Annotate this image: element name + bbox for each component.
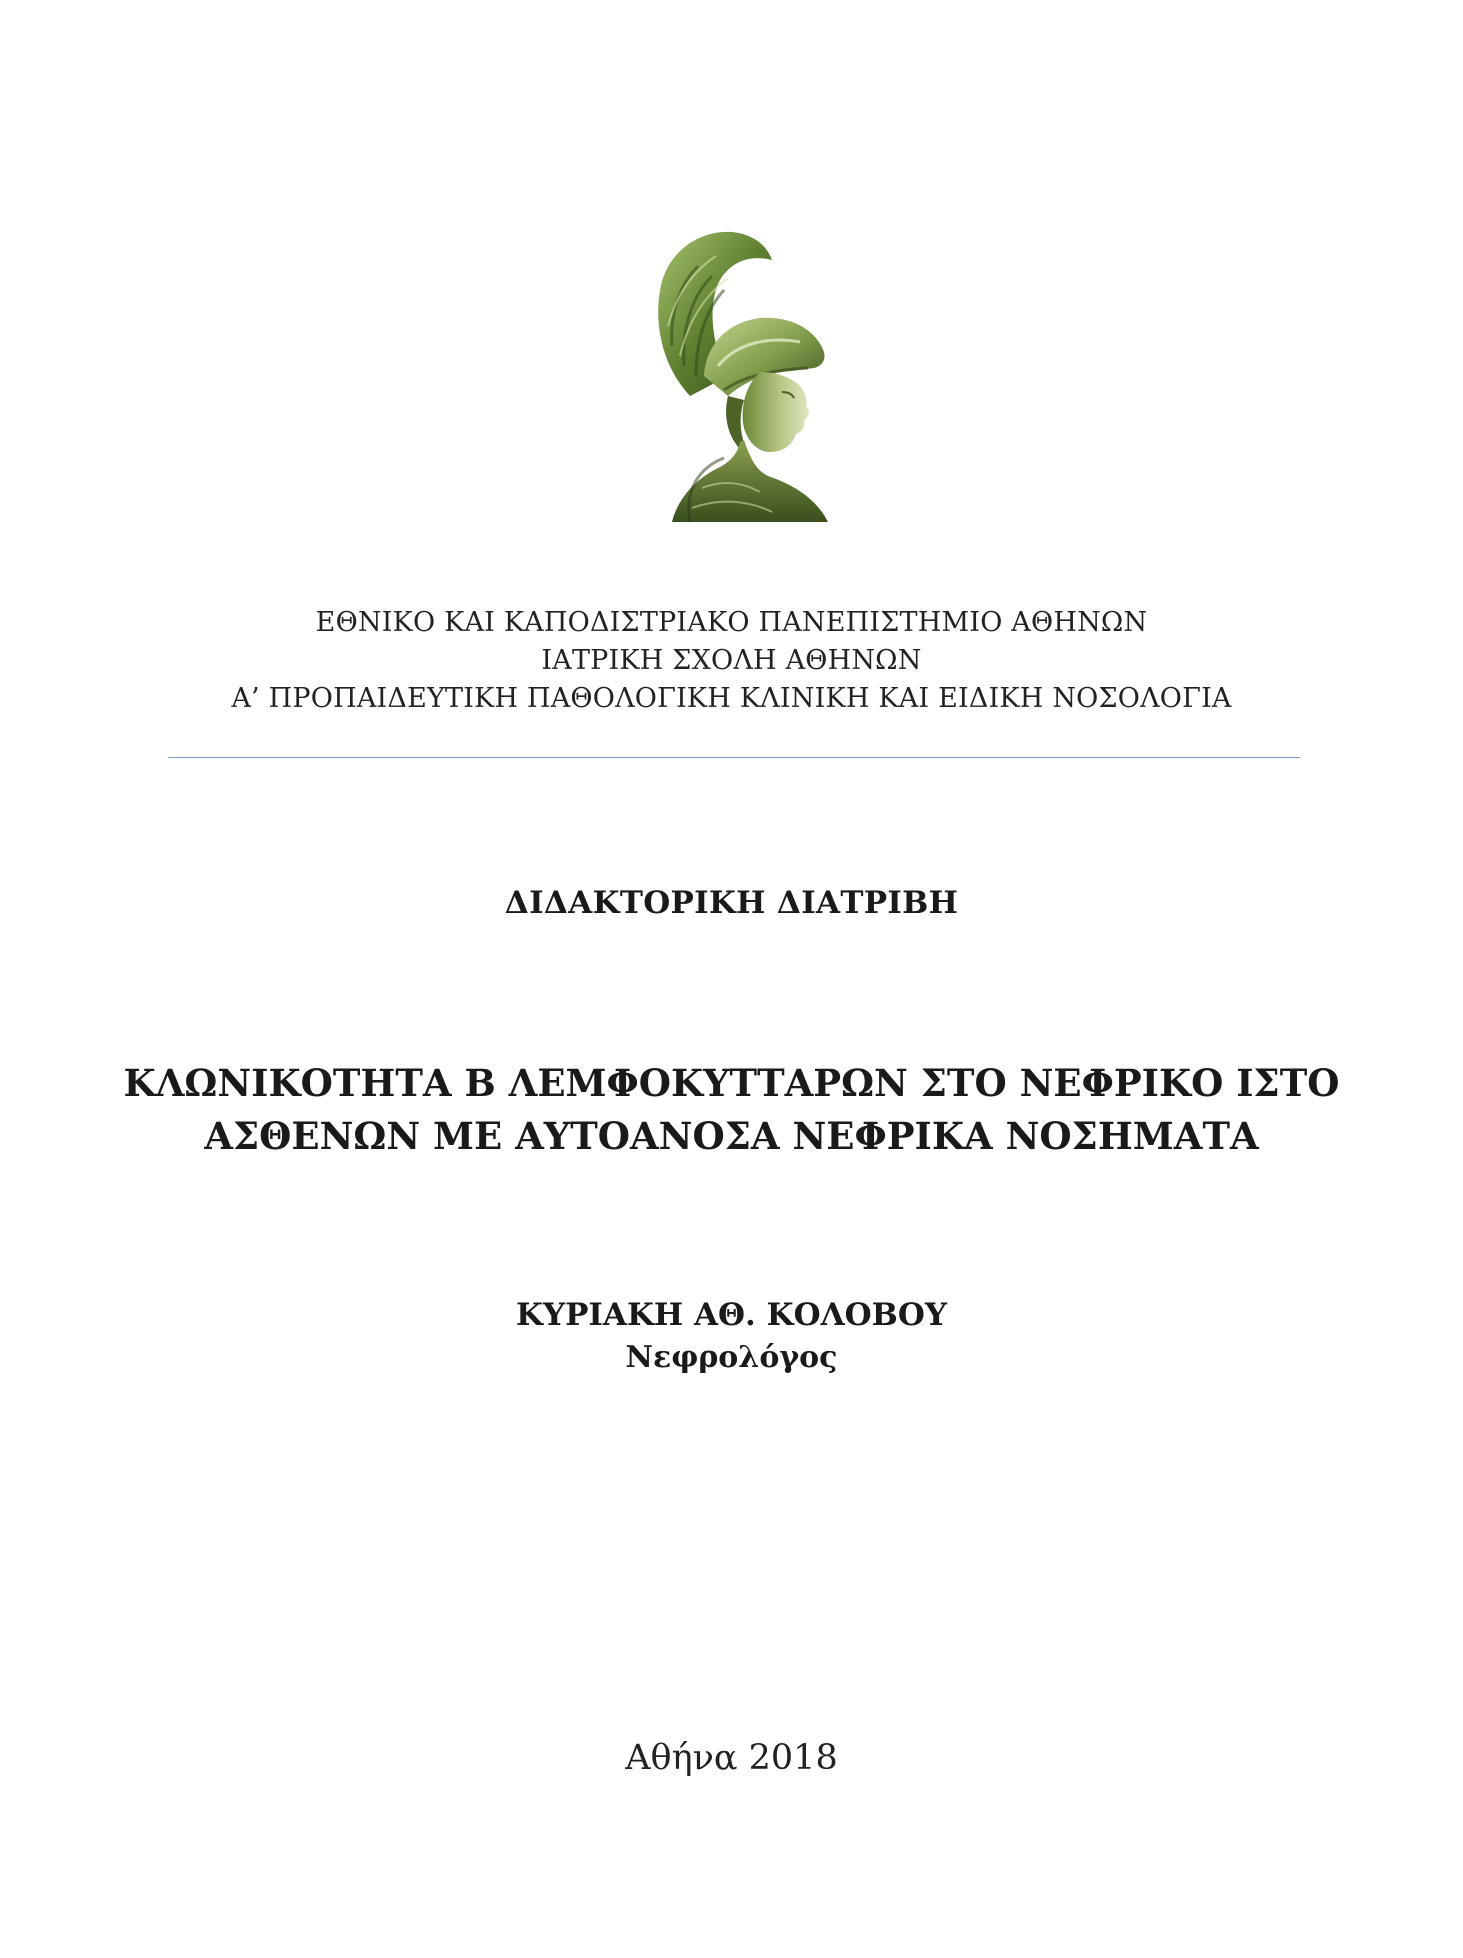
author-block <box>0 1293 1463 1379</box>
place-and-date: Αθήνα 2018 <box>625 1738 838 1778</box>
university-name: ΕΘΝΙΚΟ ΚΑΙ ΚΑΠΟΔΙΣΤΡΙΑΚΟ ΠΑΝΕΠΙΣΤΗΜΙΟ ΑΘΗΝΩΝ <box>315 607 1148 638</box>
document-type: ΔΙΔΑΚΤΟΡΙΚΗ ΔΙΑΤΡΙΒΗ <box>504 885 959 921</box>
thesis-title <box>0 1057 1463 1163</box>
athena-helmet-emblem-icon <box>632 226 846 526</box>
school-name: ΙΑΤΡΙΚΗ ΣΧΟΛΗ ΑΘΗΝΩΝ <box>541 645 922 676</box>
header-divider <box>168 757 1300 758</box>
institution-header <box>0 604 1463 718</box>
thesis-title-line-1: ΚΛΩΝΙΚΟΤΗΤΑ Β ΛΕΜΦΟΚΥΤΤΑΡΩΝ ΣΤΟ ΝΕΦΡΙΚΟ ΙΣΤΟ <box>123 1061 1340 1105</box>
author-name: ΚΥΡΙΑΚΗ ΑΘ. ΚΟΛΟΒΟΥ <box>516 1297 947 1333</box>
clinic-name: Α’ ΠΡΟΠΑΙΔΕΥΤΙΚΗ ΠΑΘΟΛΟΓΙΚΗ ΚΛΙΝΙΚΗ ΚΑΙ ΕΙΔΙΚΗ ΝΟΣΟΛΟΓΙΑ <box>231 683 1232 714</box>
author-role: Νεφρολόγος <box>625 1340 838 1375</box>
thesis-title-line-2: ΑΣΘΕΝΩΝ ΜΕ ΑΥΤΟΑΝΟΣΑ ΝΕΦΡΙΚΑ ΝΟΣΗΜΑΤΑ <box>204 1114 1259 1158</box>
